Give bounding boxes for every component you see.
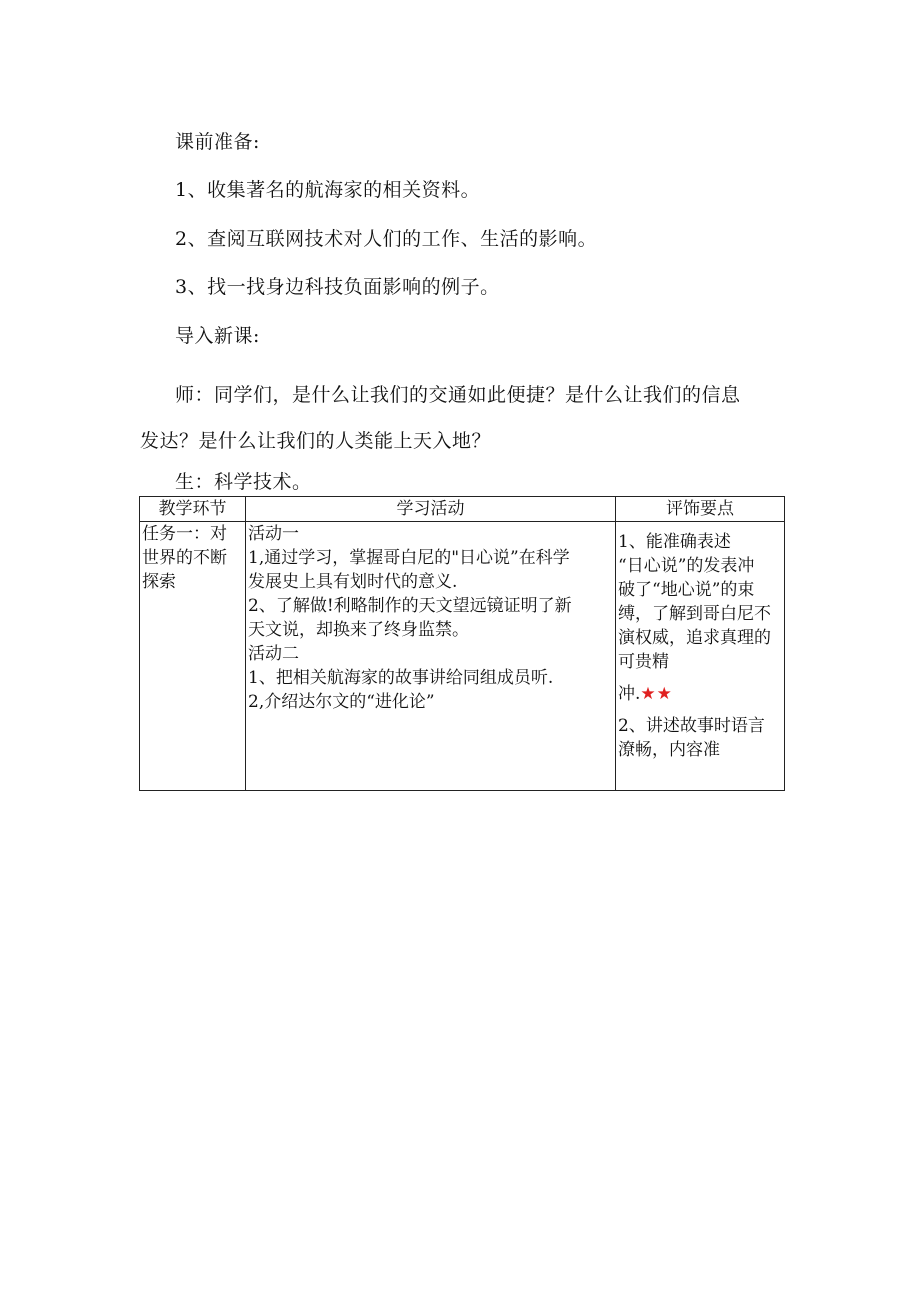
table-header-row xyxy=(140,497,785,522)
rating-prefix: 冲. xyxy=(618,684,641,704)
evaluation-line: 破了“地心说”的束 xyxy=(618,580,755,600)
stage-line: 任务一：对 xyxy=(142,524,227,544)
header-activity: 学习活动 xyxy=(246,497,616,522)
activity-line: 1,通过学习，掌握哥白尼的"日心说”在科学 xyxy=(248,548,570,568)
evaluation-line: “日心说”的发表冲 xyxy=(618,556,755,576)
activity-line: 天文说，却换来了终身监禁。 xyxy=(248,620,469,640)
activity-line: 活动二 xyxy=(248,644,299,664)
evaluation-line: 演权威，追求真理的 xyxy=(618,628,771,648)
activity-line: 2,介绍达尔文的“进化论” xyxy=(248,692,435,712)
star-rating-icon: ★★ xyxy=(640,684,673,704)
evaluation-line: 1、能准确表述 xyxy=(618,532,731,552)
prep-heading: 课前准备: xyxy=(175,131,260,153)
prep-item-3: 3、找一找身边科技负面影响的例子。 xyxy=(175,276,500,298)
intro-heading: 导入新课: xyxy=(175,325,260,347)
evaluation-cell xyxy=(616,522,785,791)
prep-item-2: 2、查阅互联网技术对人们的工作、生活的影响。 xyxy=(175,228,598,250)
teacher-paragraph: 师：同学们，是什么让我们的交通如此便捷？是什么让我们的信息发达？是什么让我们的人类能上天入地？ xyxy=(140,384,741,452)
table-row xyxy=(140,522,785,791)
activity-line: 发展史上具有划时代的意义. xyxy=(248,572,458,592)
header-stage: 教学环节 xyxy=(140,497,246,522)
activity-line: 1、把相关航海家的故事讲给同组成员听. xyxy=(248,668,554,688)
stage-cell xyxy=(140,522,246,791)
activity-line: 2、了解做!利略制作的天文望远镜证明了新 xyxy=(248,596,572,616)
student-answer: 生：科学技术。 xyxy=(175,471,312,493)
prep-item-1: 1、收集著名的航海家的相关资料。 xyxy=(175,179,481,201)
evaluation-line: 缚，了解到哥白尼不 xyxy=(618,604,771,624)
stage-line: 探索 xyxy=(142,572,176,592)
evaluation-line: 可贵精 xyxy=(618,652,669,672)
activity-cell xyxy=(246,522,616,791)
rating-line xyxy=(618,682,782,706)
evaluation-line: 2、讲述故事时语言 xyxy=(618,716,765,736)
activity-line: 活动一 xyxy=(248,524,299,544)
evaluation-line: 潦畅，内容准 xyxy=(618,740,720,760)
stage-line: 世界的不断 xyxy=(142,548,227,568)
lesson-table xyxy=(139,496,785,791)
header-evaluation: 评饰要点 xyxy=(616,497,785,522)
